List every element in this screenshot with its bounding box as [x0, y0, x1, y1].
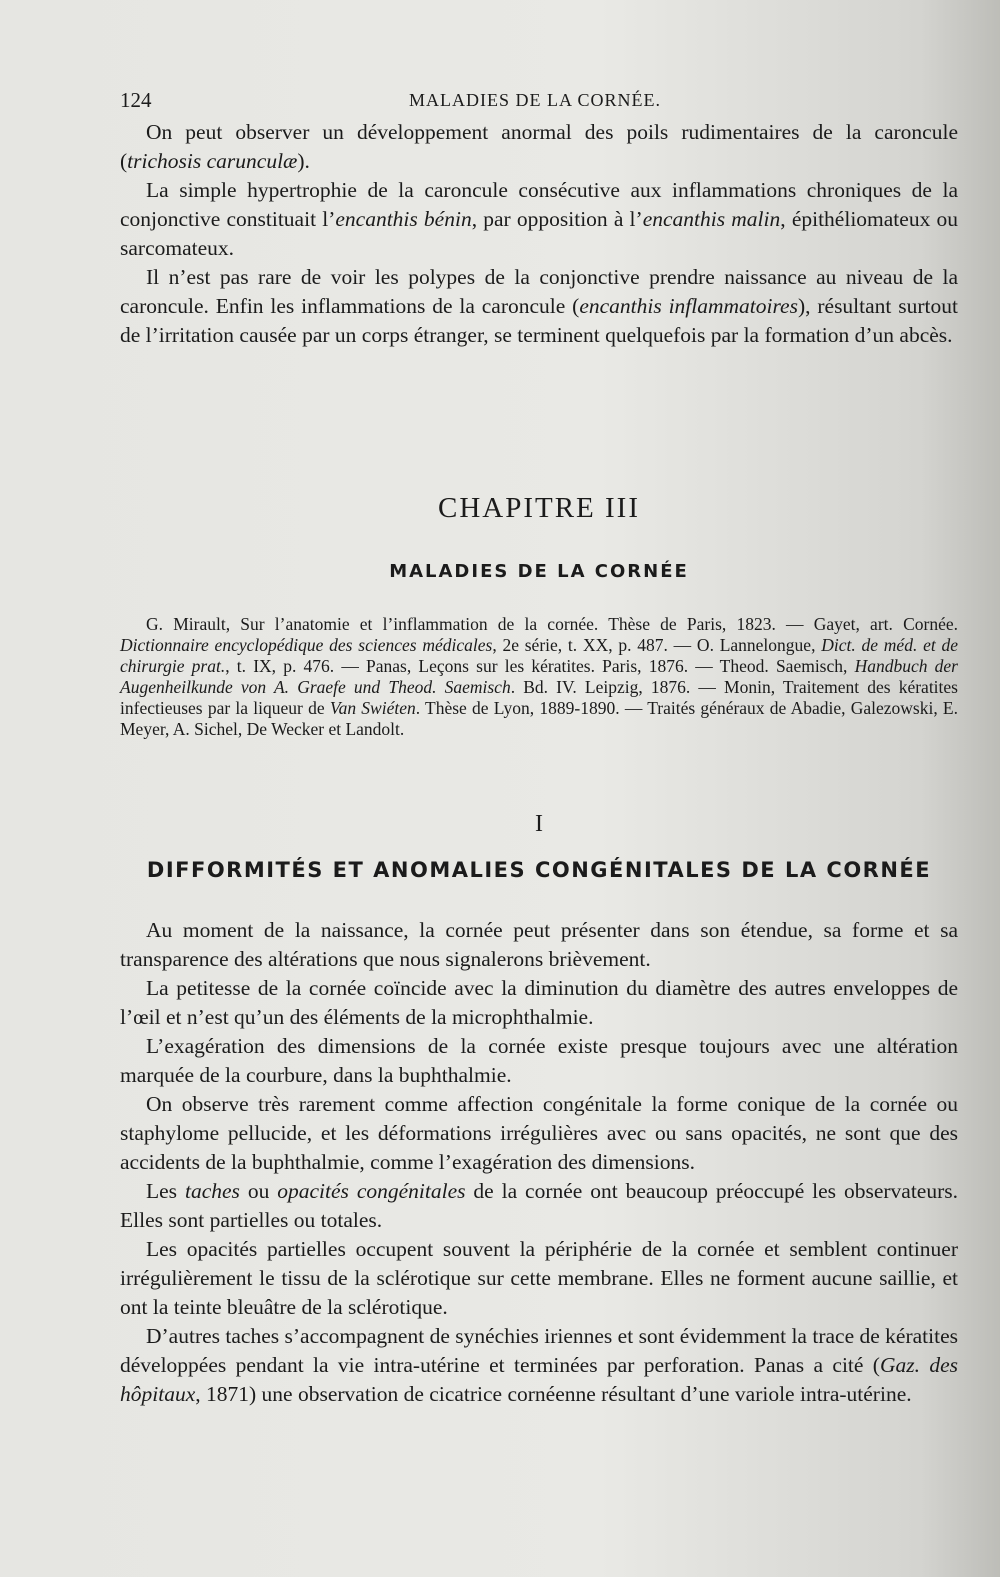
italic-run: Dict. de méd. et de chirurgie prat.	[120, 635, 959, 676]
paragraph	[120, 974, 958, 1032]
running-title: MALADIES DE LA CORNÉE.	[409, 90, 661, 110]
chapter-heading	[120, 492, 958, 525]
paragraph	[120, 118, 958, 176]
paragraph	[120, 1322, 958, 1409]
text-run: G. Mirault, Sur l’anatomie et l’inflammation de la cornée. Thèse de Paris, 1823. — Gayet, art. Cornée.	[146, 614, 958, 634]
text-run: La petitesse de la cornée coïncide avec la diminution du diamètre des autres enveloppes de l’œil et n’est qu’un des éléments de la microphthalmie.	[120, 976, 958, 1029]
paragraph	[120, 1235, 958, 1322]
italic-run: Gaz. des hôpitaux	[120, 1353, 958, 1406]
text-run: , par opposition à l’	[471, 207, 643, 231]
italic-run: Handbuch der Augenheilkunde von A. Graefe und Theod. Saemisch	[120, 656, 958, 697]
bibliography	[120, 614, 958, 740]
text-run: . Thèse de Lyon, 1889-1890. — Traités généraux de Abadie, Galezowski, E. Meyer, A. Sichel, De Wecker et Landolt.	[120, 698, 958, 739]
chapter-title: CHAPITRE III	[437, 492, 640, 524]
text-run: Il n’est pas rare de voir les polypes de la conjonctive prendre naissance au niveau de la caroncule. Enfin les inflammations de la caroncule (	[120, 265, 958, 318]
italic-run: encanthis inflammatoires	[579, 294, 798, 318]
chapter-subtitle: MALADIES DE LA CORNÉE	[389, 561, 689, 582]
section-heading	[120, 811, 958, 838]
italic-run: Van Swiéten	[329, 698, 416, 718]
text-run: Les opacités partielles occupent souvent la périphérie de la cornée et semblent continuer irrégulièrement le tissu de la sclérotique sur cette membrane. Elles ne forment aucune saillie, et ont la teinte bleuâtre de la sclérotique.	[120, 1237, 958, 1319]
section-title-block	[120, 858, 958, 882]
paragraph	[120, 1177, 958, 1235]
text-run: , t. IX, p. 476. — Panas, Leçons sur les kératites. Paris, 1876. — Theod. Saemisch,	[225, 656, 855, 676]
italic-run: encanthis bénin	[335, 207, 472, 231]
chapter-subheading	[120, 561, 958, 582]
paragraph	[120, 263, 958, 350]
text-run: On peut observer un développement anormal des poils rudimentaires de la caroncule (	[120, 120, 958, 173]
paragraph	[120, 176, 958, 263]
italic-run: Dictionnaire encyclopédique des sciences médicales	[120, 635, 493, 655]
text-run: D’autres taches s’accompagnent de synéchies iriennes et sont évidemment la trace de kératites développées pendant la vie intra-utérine et terminées par perforation. Panas a cité (	[120, 1324, 958, 1377]
intro-text	[120, 118, 958, 350]
text-run: de la cornée ont beaucoup préoccupé les observateurs. Elles sont partielles ou totales.	[120, 1179, 958, 1232]
paragraph	[120, 1032, 958, 1090]
text-run: Au moment de la naissance, la cornée peut présenter dans son étendue, sa forme et sa transparence des altérations que nous signalerons brièvement.	[120, 918, 958, 971]
italic-run: encanthis malin	[642, 207, 781, 231]
text-run: On observe très rarement comme affection congénitale la forme conique de la cornée ou staphylome pellucide, et les déformations irrégulières avec ou sans opacités, ne sont que des accidents de la buphthalmie, comme l’exagération des dimensions.	[120, 1092, 958, 1174]
running-head	[120, 88, 950, 118]
text-run: ou	[239, 1179, 278, 1203]
text-run: , 1871) une observation de cicatrice cornéenne résultant d’une variole intra-utérine.	[195, 1382, 912, 1406]
section-title: DIFFORMITÉS ET ANOMALIES CONGÉNITALES DE LA CORNÉE	[146, 858, 932, 882]
italic-run: opacités congénitales	[277, 1179, 466, 1203]
italic-run: trichosis carunculæ	[127, 149, 298, 173]
text-run: ).	[297, 149, 310, 173]
paragraph	[120, 916, 958, 974]
section-number: I	[535, 811, 543, 837]
text-run: L’exagération des dimensions de la cornée existe presque toujours avec une altération marquée de la courbure, dans la buphthalmie.	[120, 1034, 958, 1087]
text-run: , épithéliomateux ou sarcomateux.	[120, 207, 959, 260]
text-run: . Bd. IV. Leipzig, 1876. — Monin, Traitement des kératites infectieuses par la liqueur de	[120, 677, 958, 718]
text-run: Les	[146, 1179, 185, 1203]
page-number: 124	[120, 88, 152, 112]
italic-run: taches	[184, 1179, 240, 1203]
paragraph	[120, 1090, 958, 1177]
text-run: La simple hypertrophie de la caroncule consécutive aux inflammations chroniques de la conjonctive constituait l’	[120, 178, 958, 231]
text-run: , 2e série, t. XX, p. 487. — O. Lannelongue,	[492, 635, 822, 655]
text-run: ), résultant surtout de l’irritation causée par un corps étranger, se terminent quelquefois par la formation d’un abcès.	[120, 294, 958, 347]
body-text	[120, 916, 958, 1409]
bibliography-entry	[120, 614, 958, 740]
